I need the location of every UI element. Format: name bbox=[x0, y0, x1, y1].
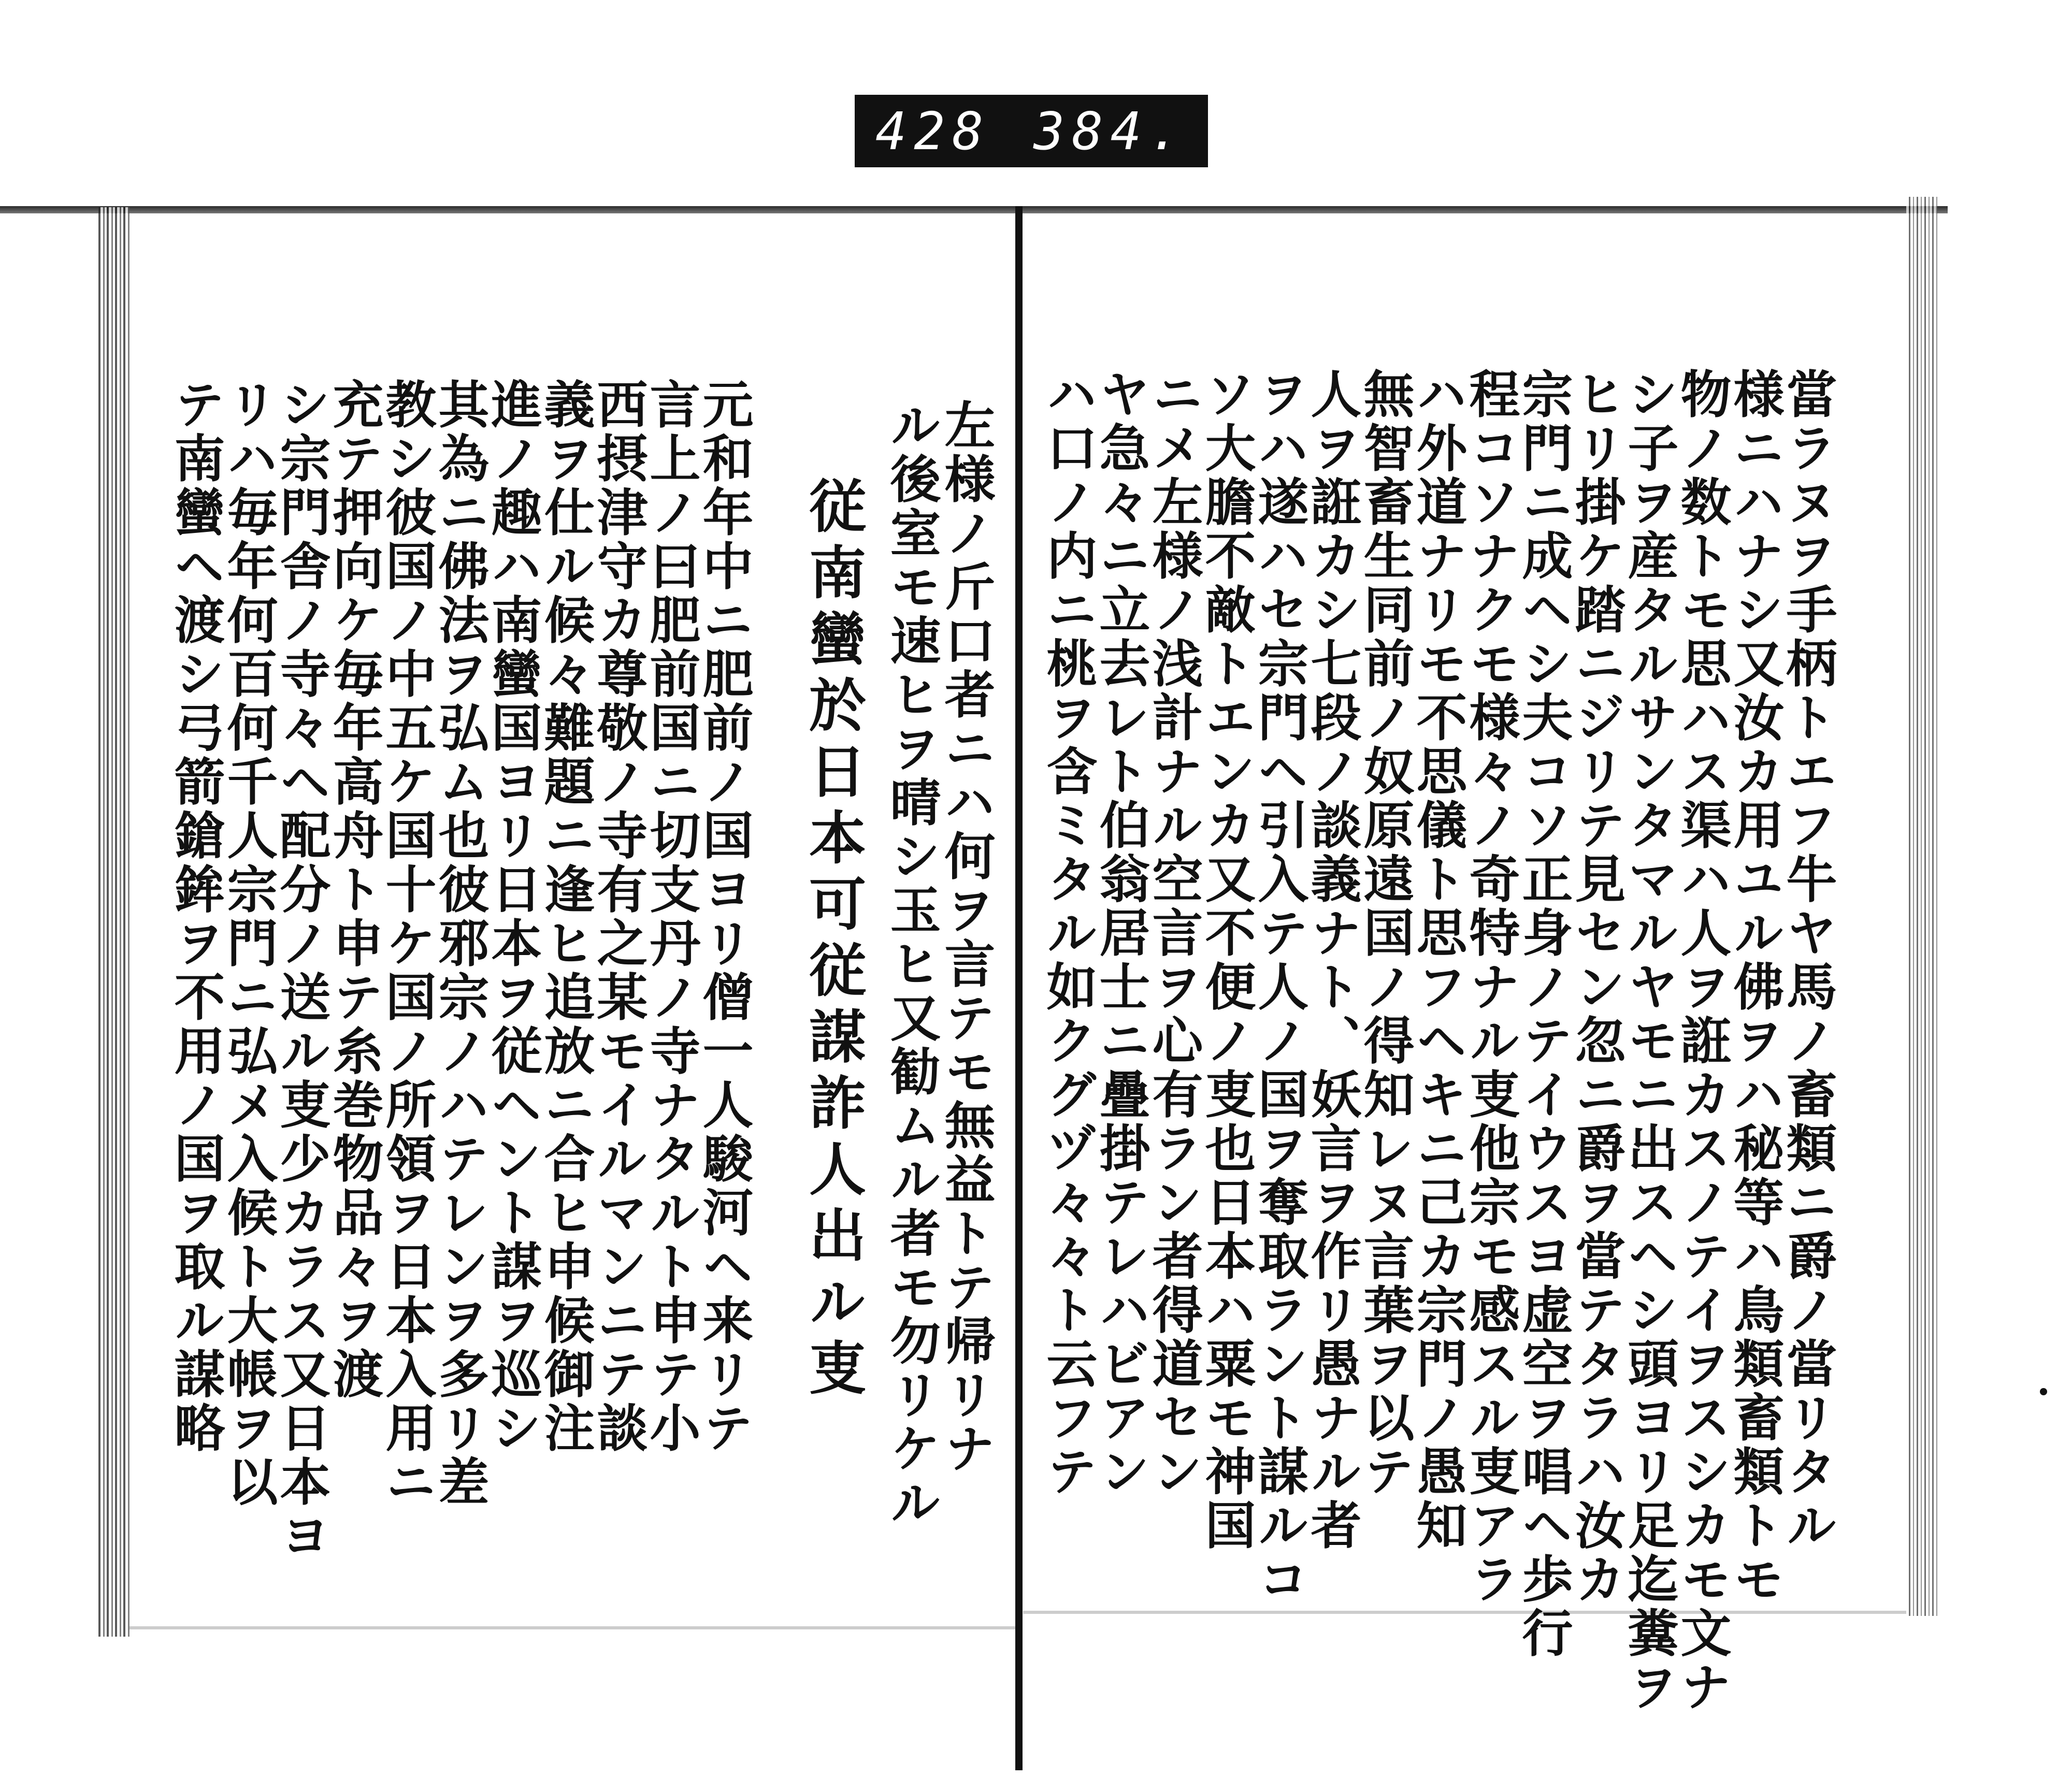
frame-number-label bbox=[855, 95, 1208, 167]
right-page-column-13: ニメ左様ノ浅計ナル空言ヲ心有ラン者得道セン bbox=[1144, 368, 1203, 1499]
right-page-column-9: 無智畜生同前ノ奴原遠国ノ得知レヌ言葉ヲ以テ bbox=[1355, 368, 1415, 1499]
left-page-column-8: 進ノ趣ハ南蠻国ヨリ日本ヲ従ヘント謀ヲ巡シ bbox=[483, 378, 542, 1455]
left-page-column-12: シ宗門舎ノ寺々ヘ配分ノ送ル叓少カラス又日本ヨ bbox=[271, 378, 331, 1563]
right-page-column-4: シ子ヲ産タルサンタマルヤモニ出スヘシ頭ヨリ足迄糞ヲ bbox=[1619, 368, 1679, 1714]
right-page-column-1: 當ラヌヲ手柄トエフ牛ヤ馬ノ畜類ニ爵ノ當リタル bbox=[1778, 368, 1837, 1553]
right-page-column-7: 程コソナクモ様々ノ奇特ナル叓他宗モ感スル叓アラ bbox=[1461, 368, 1520, 1607]
right-page-edge bbox=[1906, 197, 1937, 1616]
right-page-column-2: 様ニハナシ又汝カ用ユル佛ヲハ秘等ハ鳥類畜類トモ bbox=[1725, 368, 1785, 1607]
left-page-edge bbox=[98, 207, 130, 1637]
right-page-column-6: 宗門ニ成ヘシ夫コソ正身ノテイウスヨ虚空ヲ唱ヘ歩行 bbox=[1514, 368, 1573, 1660]
left-page-column-9: 其為ニ佛法ヲ弘ム也彼邪宗ノハテレンヲ多リ差 bbox=[430, 378, 490, 1509]
right-page-column-5: ヒリ掛ケ踏ニジリテ見セン忽ニ爵ヲ當テタラハ汝カ bbox=[1566, 368, 1626, 1607]
left-page-column-13: リハ毎年何百何千人宗門ニ弘メ入候ト大帳ヲ以 bbox=[219, 378, 278, 1509]
frame-number-right: 384. bbox=[1033, 100, 1187, 162]
right-page-column-14: ヤ急々ニ立去レト伯翁居士ニ疊掛テレハビアン bbox=[1091, 368, 1150, 1499]
right-page-column-15: ハ口ノ内ニ桃ヲ含ミタル如クグヅ々々ト云フテ bbox=[1038, 368, 1098, 1499]
frame-number-left: 428 bbox=[875, 100, 991, 162]
left-page-bottom-edge bbox=[130, 1626, 1015, 1629]
right-page-column-3: 物ノ数トモ思ハス渠ハ人ヲ誑カスノテイヲスシカモ文ナ bbox=[1672, 368, 1732, 1714]
left-page-column-6: 西摂津守カ尊敬ノ寺有之某モイルマンニテ談 bbox=[588, 378, 648, 1455]
left-page-column-14: テ南蠻ヘ渡シ弓箭鎗鉾ヲ不用ノ国ヲ取ル謀略 bbox=[166, 378, 225, 1455]
right-page-column-8: ハ外道ナリモ不思儀ト思フヘキニ己カ宗門ノ愚知 bbox=[1408, 368, 1467, 1553]
book-gutter bbox=[1015, 206, 1023, 1770]
left-page-column-11: 充テ押向ケ毎年高舟ト申テ糸巻物品々ヲ渡 bbox=[324, 378, 384, 1402]
right-page-column-12: ソ大膽不敵トエンカ又不便ノ叓也日本ハ粟モ神国 bbox=[1197, 368, 1256, 1553]
left-page-column-2: ル後室モ速ヒヲ晴シ玉ヒ又勧ムル者モ勿リケル bbox=[882, 399, 941, 1530]
right-page-column-11: ヲハ遂ハセ宗門ヘ引入テ人ノ国ヲ奪取ラント謀ルコ bbox=[1249, 368, 1309, 1607]
right-page-bottom-edge bbox=[1023, 1611, 1906, 1614]
book-top-edge bbox=[0, 206, 1948, 213]
section-title: 従南蠻於日本可従謀詐人出ル叓 bbox=[800, 476, 867, 1405]
left-page-column-10: 教シ彼国ノ中五ケ国十ケ国ノ所領ヲ日本入用ニ bbox=[377, 378, 437, 1509]
left-page-column-7: 義ヲ仕ル候々難題ニ逢ヒ追放ニ合ヒ申候御注 bbox=[536, 378, 595, 1455]
left-page-column-5: 言上ノ曰肥前国ニ切支丹ノ寺ナタルト申テ小 bbox=[641, 378, 701, 1455]
left-page-column-4: 元和年中ニ肥前ノ国ヨリ僧一人駿河ヘ来リテ bbox=[694, 378, 754, 1455]
margin-ink-dot bbox=[2040, 1388, 2047, 1395]
right-page-column-10: 人ヲ誑カシ七段ノ談義ナト、妖言ヲ作リ愚ナル者 bbox=[1302, 368, 1362, 1553]
left-page-column-1: 左様ノ斤口者ニハ何ヲ言テモ無益トテ帰リナ bbox=[936, 399, 996, 1476]
